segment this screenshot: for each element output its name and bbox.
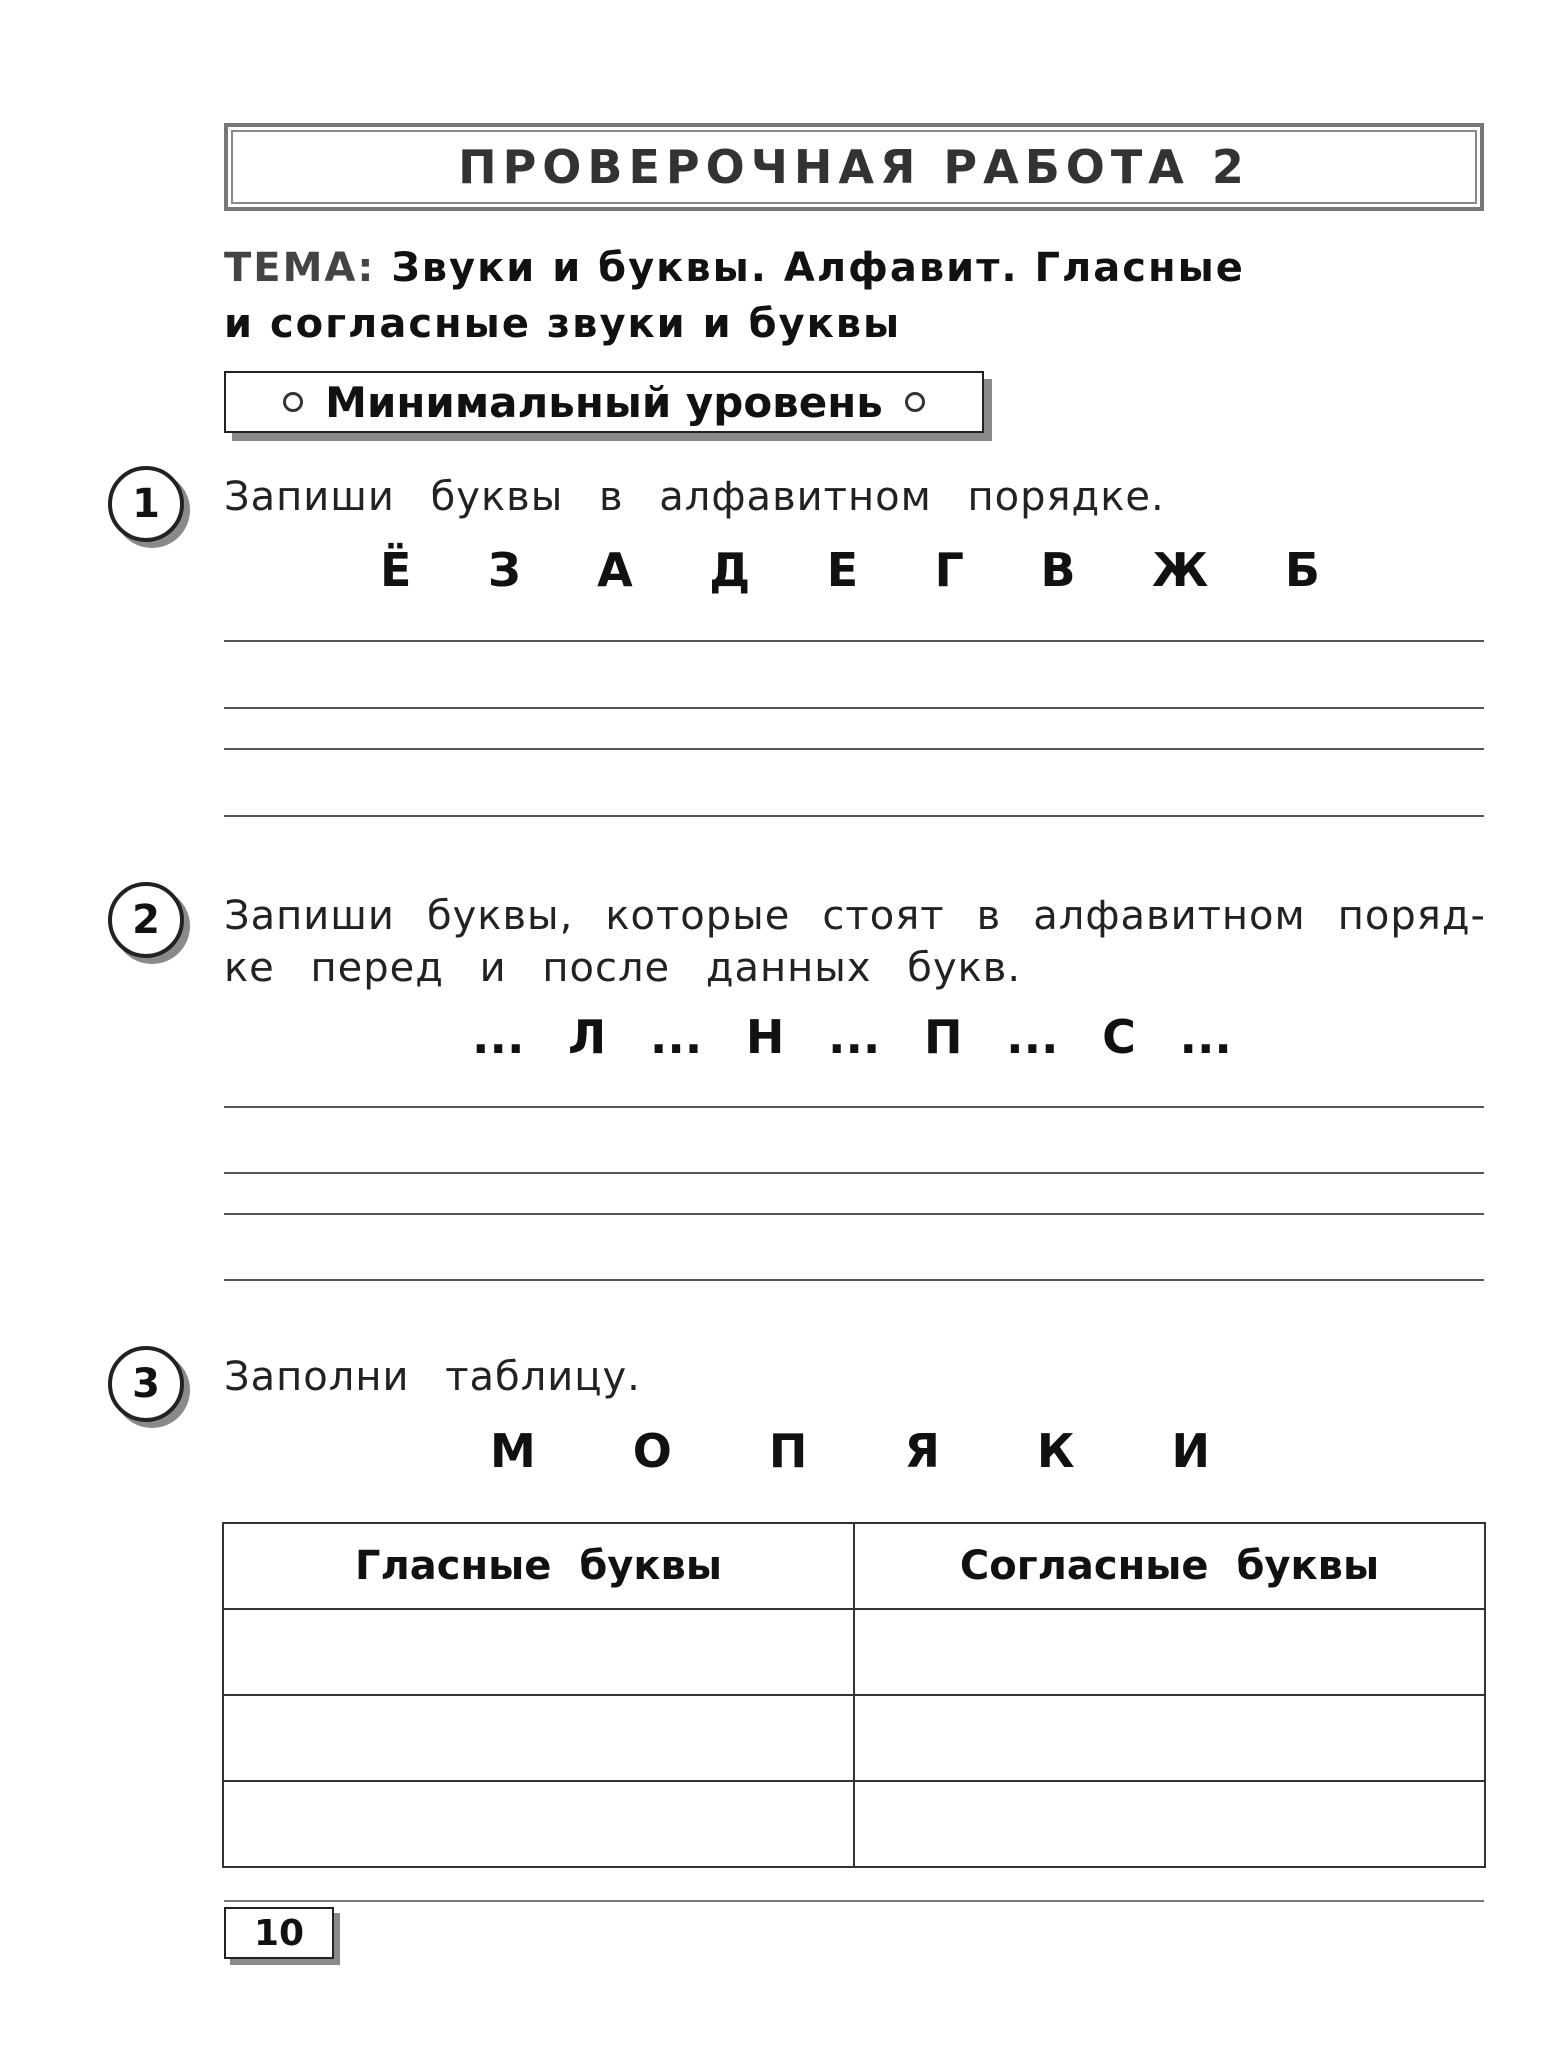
sequence-item: ... bbox=[1006, 1010, 1059, 1064]
table-row bbox=[223, 1695, 1485, 1781]
task-2-number: 2 bbox=[108, 882, 184, 958]
level-badge bbox=[224, 371, 984, 433]
word: которые bbox=[605, 893, 791, 939]
level-label: Минимальный уровень bbox=[325, 377, 883, 427]
word: поряд- bbox=[1337, 893, 1486, 939]
vowels-cell[interactable] bbox=[223, 1781, 854, 1867]
word: алфавитном bbox=[1033, 893, 1306, 939]
footer-rule bbox=[224, 1900, 1484, 1902]
letter: М bbox=[490, 1424, 536, 1478]
writing-line[interactable] bbox=[224, 707, 1484, 709]
writing-line[interactable] bbox=[224, 815, 1484, 817]
page-title: ПРОВЕРОЧНАЯ РАБОТА 2 bbox=[224, 123, 1484, 211]
consonants-cell[interactable] bbox=[854, 1609, 1485, 1695]
word: в bbox=[976, 893, 1002, 939]
table-row bbox=[223, 1609, 1485, 1695]
topic-line-1: Звуки и буквы. Алфавит. Гласные bbox=[391, 245, 1245, 291]
topic-label: ТЕМА: bbox=[224, 245, 376, 291]
table-header-row bbox=[223, 1523, 1485, 1609]
task-2-text-line-1 bbox=[224, 890, 1486, 942]
bullet-icon bbox=[905, 392, 925, 412]
writing-line[interactable] bbox=[224, 748, 1484, 750]
letters-table bbox=[222, 1522, 1486, 1868]
vowels-header: Гласные буквы bbox=[223, 1523, 854, 1609]
letter: Д bbox=[709, 543, 751, 597]
writing-line[interactable] bbox=[224, 640, 1484, 642]
writing-line[interactable] bbox=[224, 1172, 1484, 1174]
letter: А bbox=[597, 543, 633, 597]
vowels-cell[interactable] bbox=[223, 1695, 854, 1781]
letter: К bbox=[1036, 1424, 1075, 1478]
task-1-letters bbox=[380, 543, 1320, 597]
letter: Б bbox=[1284, 543, 1320, 597]
task-2-text-line-2: ке перед и после данных букв. bbox=[224, 945, 1022, 991]
letter: П bbox=[768, 1424, 808, 1478]
writing-line[interactable] bbox=[224, 1213, 1484, 1215]
letter: И bbox=[1171, 1424, 1210, 1478]
consonants-cell[interactable] bbox=[854, 1781, 1485, 1867]
sequence-item: ... bbox=[649, 1010, 703, 1064]
task-3-text: Заполни таблицу. bbox=[224, 1354, 641, 1400]
consonants-header: Согласные буквы bbox=[854, 1523, 1485, 1609]
task-3-number: 3 bbox=[108, 1346, 184, 1422]
task-1-number: 1 bbox=[108, 466, 184, 542]
sequence-item: ... bbox=[1179, 1010, 1232, 1064]
sequence-item: Н bbox=[745, 1010, 785, 1064]
topic bbox=[224, 240, 1404, 352]
table-row bbox=[223, 1781, 1485, 1867]
letter: О bbox=[632, 1424, 672, 1478]
task-2-sequence bbox=[472, 1010, 1232, 1064]
task-1-text: Запиши буквы в алфавитном порядке. bbox=[224, 474, 1165, 520]
letter: З bbox=[487, 543, 521, 597]
sequence-item: С bbox=[1102, 1010, 1136, 1064]
letter: Я bbox=[904, 1424, 940, 1478]
task-2-text bbox=[224, 890, 1486, 994]
bullet-icon bbox=[283, 392, 303, 412]
topic-line-2: и согласные звуки и буквы bbox=[224, 301, 902, 347]
word: буквы, bbox=[426, 893, 574, 939]
writing-line[interactable] bbox=[224, 1279, 1484, 1281]
vowels-cell[interactable] bbox=[223, 1609, 854, 1695]
task-3-letters bbox=[490, 1424, 1210, 1478]
word: стоят bbox=[822, 893, 945, 939]
writing-line[interactable] bbox=[224, 1106, 1484, 1108]
letter: Ж bbox=[1152, 543, 1209, 597]
sequence-item: ... bbox=[827, 1010, 881, 1064]
page-number: 10 bbox=[224, 1907, 334, 1959]
sequence-item: Л bbox=[568, 1010, 607, 1064]
word: Запиши bbox=[224, 893, 395, 939]
letter: Ё bbox=[380, 543, 412, 597]
letter: В bbox=[1040, 543, 1076, 597]
sequence-item: П bbox=[924, 1010, 963, 1064]
letter: Г bbox=[934, 543, 964, 597]
letter: Е bbox=[826, 543, 859, 597]
sequence-item: ... bbox=[472, 1010, 525, 1064]
consonants-cell[interactable] bbox=[854, 1695, 1485, 1781]
